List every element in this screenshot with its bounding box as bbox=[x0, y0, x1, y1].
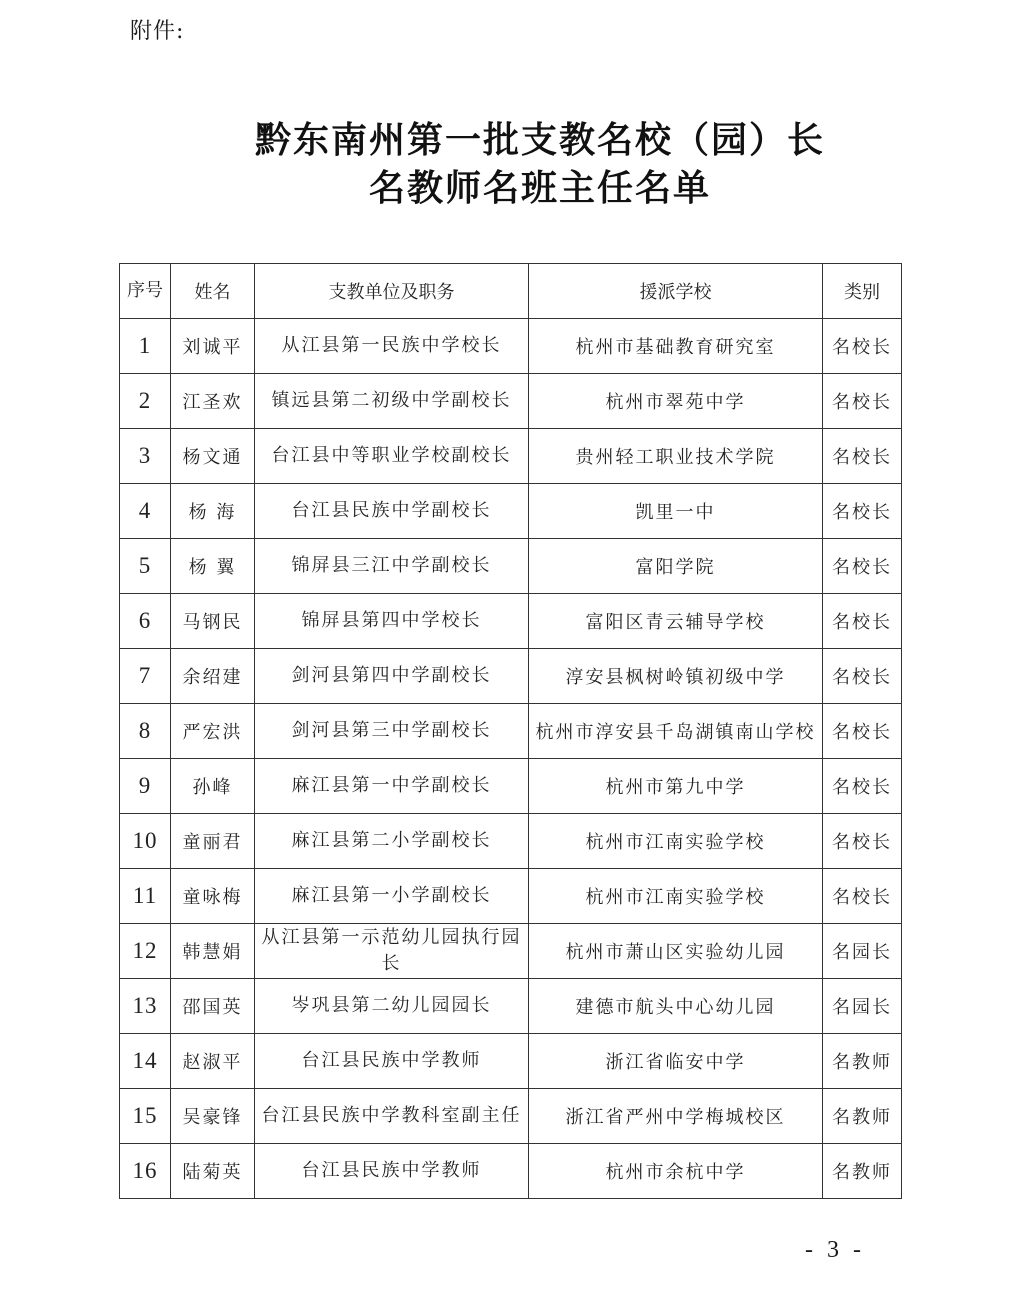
header-unit: 支教单位及职务 bbox=[255, 264, 529, 319]
cell-category: 名校长 bbox=[823, 869, 902, 924]
cell-name: 赵淑平 bbox=[171, 1034, 255, 1089]
table-row bbox=[120, 649, 902, 704]
cell-name: 余绍建 bbox=[171, 649, 255, 704]
cell-name: 孙峰 bbox=[171, 759, 255, 814]
table-row bbox=[120, 1144, 902, 1199]
table-header bbox=[120, 264, 902, 319]
header-name: 姓名 bbox=[171, 264, 255, 319]
cell-category: 名园长 bbox=[823, 979, 902, 1034]
table-row bbox=[120, 814, 902, 869]
page-title-line-2: 名教师名班主任名单 bbox=[368, 168, 711, 209]
cell-category: 名校长 bbox=[823, 649, 902, 704]
cell-no: 11 bbox=[120, 869, 171, 924]
header-school: 援派学校 bbox=[529, 264, 823, 319]
cell-name: 杨 海 bbox=[171, 484, 255, 539]
cell-no: 7 bbox=[120, 649, 171, 704]
cell-category: 名校长 bbox=[823, 539, 902, 594]
cell-unit: 锦屏县三江中学副校长 bbox=[255, 539, 529, 594]
cell-school: 建德市航头中心幼儿园 bbox=[529, 979, 823, 1034]
header-category: 类别 bbox=[823, 264, 902, 319]
cell-name: 童咏梅 bbox=[171, 869, 255, 924]
cell-unit: 麻江县第一小学副校长 bbox=[255, 869, 529, 924]
cell-no: 15 bbox=[120, 1089, 171, 1144]
attachment-label: 附件: bbox=[130, 19, 185, 44]
page-title-line-1: 黔东南州第一批支教名校（园）长 bbox=[254, 120, 825, 161]
cell-no: 5 bbox=[120, 539, 171, 594]
cell-school: 凯里一中 bbox=[529, 484, 823, 539]
cell-school: 杭州市江南实验学校 bbox=[529, 869, 823, 924]
table-row bbox=[120, 759, 902, 814]
cell-unit: 从江县第一示范幼儿园执行园长 bbox=[255, 924, 529, 979]
table-body bbox=[120, 319, 902, 1199]
table-row bbox=[120, 539, 902, 594]
cell-no: 14 bbox=[120, 1034, 171, 1089]
table-row bbox=[120, 594, 902, 649]
cell-no: 16 bbox=[120, 1144, 171, 1199]
cell-name: 童丽君 bbox=[171, 814, 255, 869]
cell-category: 名教师 bbox=[823, 1089, 902, 1144]
cell-name: 吴豪锋 bbox=[171, 1089, 255, 1144]
table-row bbox=[120, 869, 902, 924]
cell-category: 名教师 bbox=[823, 1144, 902, 1199]
table-row bbox=[120, 1034, 902, 1089]
cell-school: 浙江省严州中学梅城校区 bbox=[529, 1089, 823, 1144]
cell-school: 贵州轻工职业技术学院 bbox=[529, 429, 823, 484]
cell-school: 富阳区青云辅导学校 bbox=[529, 594, 823, 649]
header-row bbox=[120, 264, 902, 319]
cell-category: 名校长 bbox=[823, 594, 902, 649]
cell-no: 13 bbox=[120, 979, 171, 1034]
cell-category: 名教师 bbox=[823, 1034, 902, 1089]
cell-category: 名校长 bbox=[823, 814, 902, 869]
cell-unit: 麻江县第一中学副校长 bbox=[255, 759, 529, 814]
cell-name: 邵国英 bbox=[171, 979, 255, 1034]
cell-no: 6 bbox=[120, 594, 171, 649]
table-row bbox=[120, 979, 902, 1034]
cell-school: 富阳学院 bbox=[529, 539, 823, 594]
cell-unit: 台江县民族中学教科室副主任 bbox=[255, 1089, 529, 1144]
table-row bbox=[120, 429, 902, 484]
cell-no: 12 bbox=[120, 924, 171, 979]
cell-school: 杭州市基础教育研究室 bbox=[529, 319, 823, 374]
cell-category: 名园长 bbox=[823, 924, 902, 979]
cell-unit: 镇远县第二初级中学副校长 bbox=[255, 374, 529, 429]
page-number: - 3 - bbox=[805, 1237, 865, 1263]
roster-table bbox=[119, 263, 902, 1199]
cell-school: 杭州市翠苑中学 bbox=[529, 374, 823, 429]
cell-school: 杭州市余杭中学 bbox=[529, 1144, 823, 1199]
cell-name: 马钢民 bbox=[171, 594, 255, 649]
cell-name: 陆菊英 bbox=[171, 1144, 255, 1199]
cell-category: 名校长 bbox=[823, 704, 902, 759]
cell-unit: 剑河县第三中学副校长 bbox=[255, 704, 529, 759]
cell-unit: 麻江县第二小学副校长 bbox=[255, 814, 529, 869]
cell-unit: 台江县民族中学教师 bbox=[255, 1144, 529, 1199]
cell-unit: 锦屏县第四中学校长 bbox=[255, 594, 529, 649]
cell-unit: 岑巩县第二幼儿园园长 bbox=[255, 979, 529, 1034]
cell-no: 4 bbox=[120, 484, 171, 539]
cell-school: 杭州市淳安县千岛湖镇南山学校 bbox=[529, 704, 823, 759]
cell-school: 淳安县枫树岭镇初级中学 bbox=[529, 649, 823, 704]
cell-no: 9 bbox=[120, 759, 171, 814]
cell-no: 1 bbox=[120, 319, 171, 374]
cell-no: 2 bbox=[120, 374, 171, 429]
cell-category: 名校长 bbox=[823, 429, 902, 484]
cell-school: 杭州市江南实验学校 bbox=[529, 814, 823, 869]
cell-unit: 台江县中等职业学校副校长 bbox=[255, 429, 529, 484]
cell-name: 江圣欢 bbox=[171, 374, 255, 429]
cell-name: 杨文通 bbox=[171, 429, 255, 484]
cell-unit: 剑河县第四中学副校长 bbox=[255, 649, 529, 704]
cell-category: 名校长 bbox=[823, 319, 902, 374]
table-row bbox=[120, 484, 902, 539]
cell-name: 杨 翼 bbox=[171, 539, 255, 594]
table-row bbox=[120, 704, 902, 759]
table-row bbox=[120, 319, 902, 374]
header-no: 序号 bbox=[120, 264, 171, 319]
cell-no: 3 bbox=[120, 429, 171, 484]
cell-school: 杭州市第九中学 bbox=[529, 759, 823, 814]
cell-category: 名校长 bbox=[823, 759, 902, 814]
table-row bbox=[120, 924, 902, 979]
cell-school: 杭州市萧山区实验幼儿园 bbox=[529, 924, 823, 979]
cell-category: 名校长 bbox=[823, 374, 902, 429]
cell-name: 刘诚平 bbox=[171, 319, 255, 374]
cell-no: 8 bbox=[120, 704, 171, 759]
cell-name: 严宏洪 bbox=[171, 704, 255, 759]
cell-school: 浙江省临安中学 bbox=[529, 1034, 823, 1089]
table-row bbox=[120, 374, 902, 429]
cell-category: 名校长 bbox=[823, 484, 902, 539]
cell-no: 10 bbox=[120, 814, 171, 869]
cell-unit: 台江县民族中学副校长 bbox=[255, 484, 529, 539]
cell-unit: 从江县第一民族中学校长 bbox=[255, 319, 529, 374]
cell-unit: 台江县民族中学教师 bbox=[255, 1034, 529, 1089]
table-row bbox=[120, 1089, 902, 1144]
cell-name: 韩慧娟 bbox=[171, 924, 255, 979]
